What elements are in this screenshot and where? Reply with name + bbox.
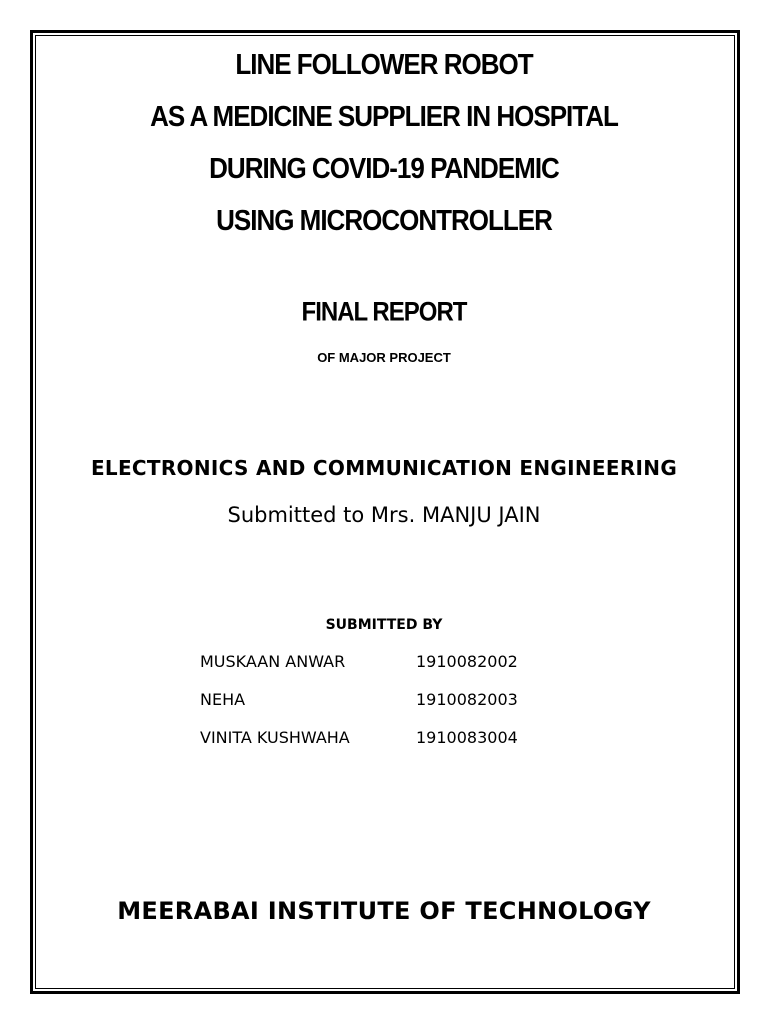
- report-subheading: OF MAJOR PROJECT: [317, 350, 451, 365]
- submitted-to: Submitted to Mrs. MANJU JAIN: [227, 503, 541, 527]
- department-name: ELECTRONICS AND COMMUNICATION ENGINEERING: [90, 456, 678, 480]
- member-name: MUSKAAN ANWAR: [200, 652, 346, 671]
- member-id: 1910082003: [416, 690, 518, 709]
- title-line-1: LINE FOLLOWER ROBOT: [235, 47, 533, 81]
- report-heading: FINAL REPORT: [301, 297, 467, 328]
- member-row: [200, 652, 600, 690]
- member-name: NEHA: [200, 690, 246, 709]
- institute-name: MEERABAI INSTITUTE OF TECHNOLOGY: [117, 897, 651, 925]
- title-line-2: AS A MEDICINE SUPPLIER IN HOSPITAL: [150, 99, 618, 133]
- title-line-4: USING MICROCONTROLLER: [216, 203, 552, 237]
- member-row: [200, 690, 600, 728]
- submitted-by-heading: SUBMITTED BY: [325, 617, 443, 633]
- member-row: [200, 728, 600, 766]
- member-name: VINITA KUSHWAHA: [200, 728, 350, 747]
- title-line-3: DURING COVID-19 PANDEMIC: [209, 151, 559, 185]
- member-id: 1910082002: [416, 652, 518, 671]
- member-list: [200, 652, 600, 766]
- member-id: 1910083004: [416, 728, 518, 747]
